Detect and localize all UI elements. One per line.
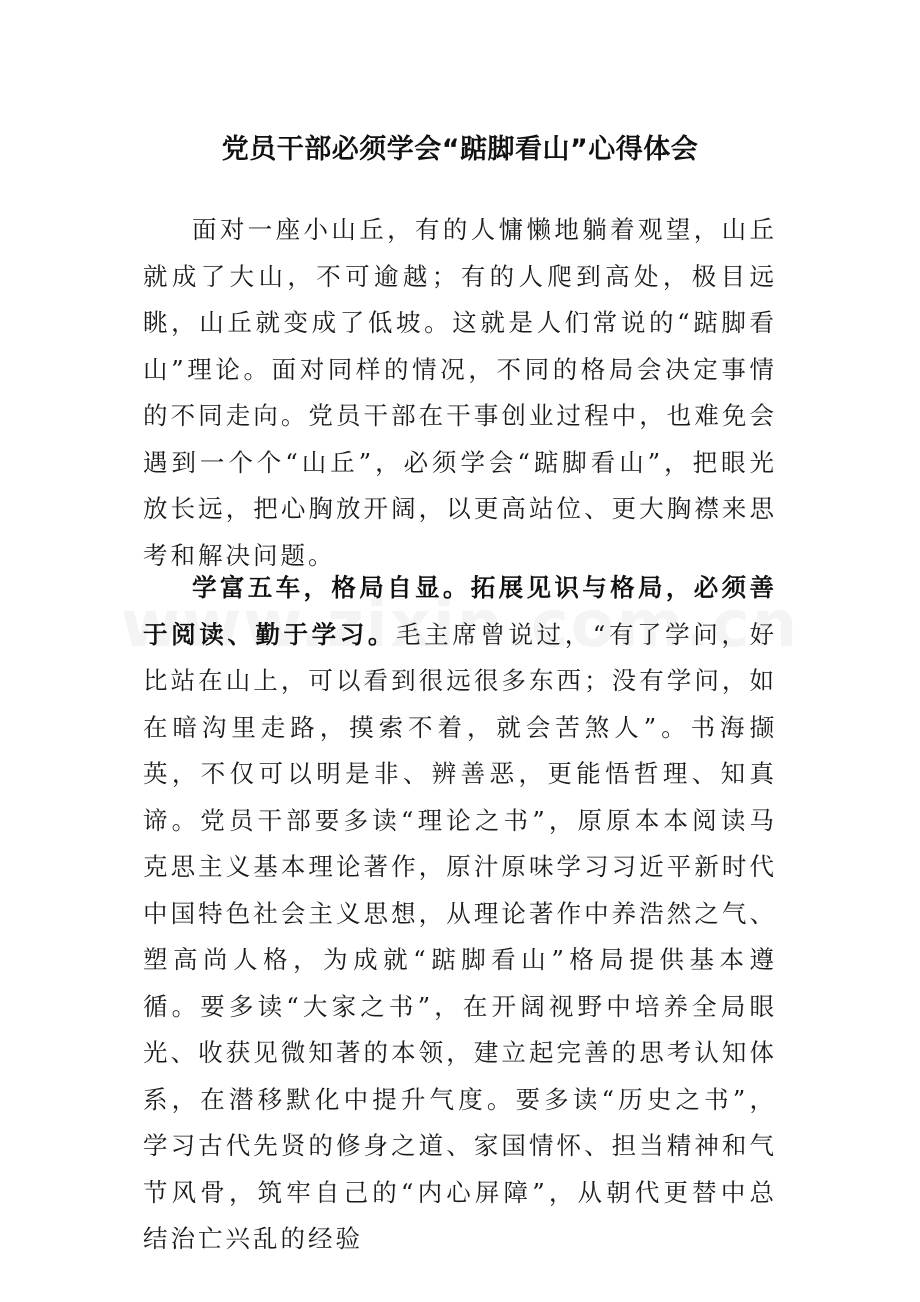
paragraph-1 [143, 207, 777, 579]
paragraph-2-lead: 学富五车，格局自显。拓展见识与格局，必须善于阅读、勤于学习。 [143, 573, 777, 649]
paragraph-2 [143, 565, 777, 1263]
paragraph-1-text: 面对一座小山丘，有的人慵懒地躺着观望，山丘就成了大山，不可逾越；有的人爬到高处，极目远眺，山丘就变成了低坡。这就是人们常说的“踮脚看山”理论。面对同样的情况，不同的格局会决定事情的不同走向。党员干部在干事创业过程中，也难免会遇到一个个“山丘”，必须学会“踮脚看山”，把眼光放长远，把心胸放开阔，以更高站位、更大胸襟来思考和解决问题。 [143, 215, 777, 570]
document-title: 党员干部必须学会“踮脚看山”心得体会 [221, 134, 699, 165]
paragraph-2-text: 毛主席曾说过，“有了学问，好比站在山上，可以看到很远很多东西；没有学问，如在暗沟里走路，摸索不着，就会苦煞人”。书海撷英，不仅可以明是非、辨善恶，更能悟哲理、知真谛。党员干部要多读“理论之书”，原原本本阅读马克思主义基本理论著作，原汁原味学习习近平新时代中国特色社会主义思想，从理论著作中养浩然之气、塑高尚人格，为成就“踮脚看山”格局提供基本遵循。要多读“大家之书”，在开阔视野中培养全局眼光、收获见微知著的本领，建立起完善的思考认知体系，在潜移默化中提升气度。要多读“历史之书”，学习古代先贤的修身之道、家国情怀、担当精神和气节风骨，筑牢自己的“内心屏障”，从朝代更替中总结治亡兴乱的经验 [143, 619, 777, 1253]
